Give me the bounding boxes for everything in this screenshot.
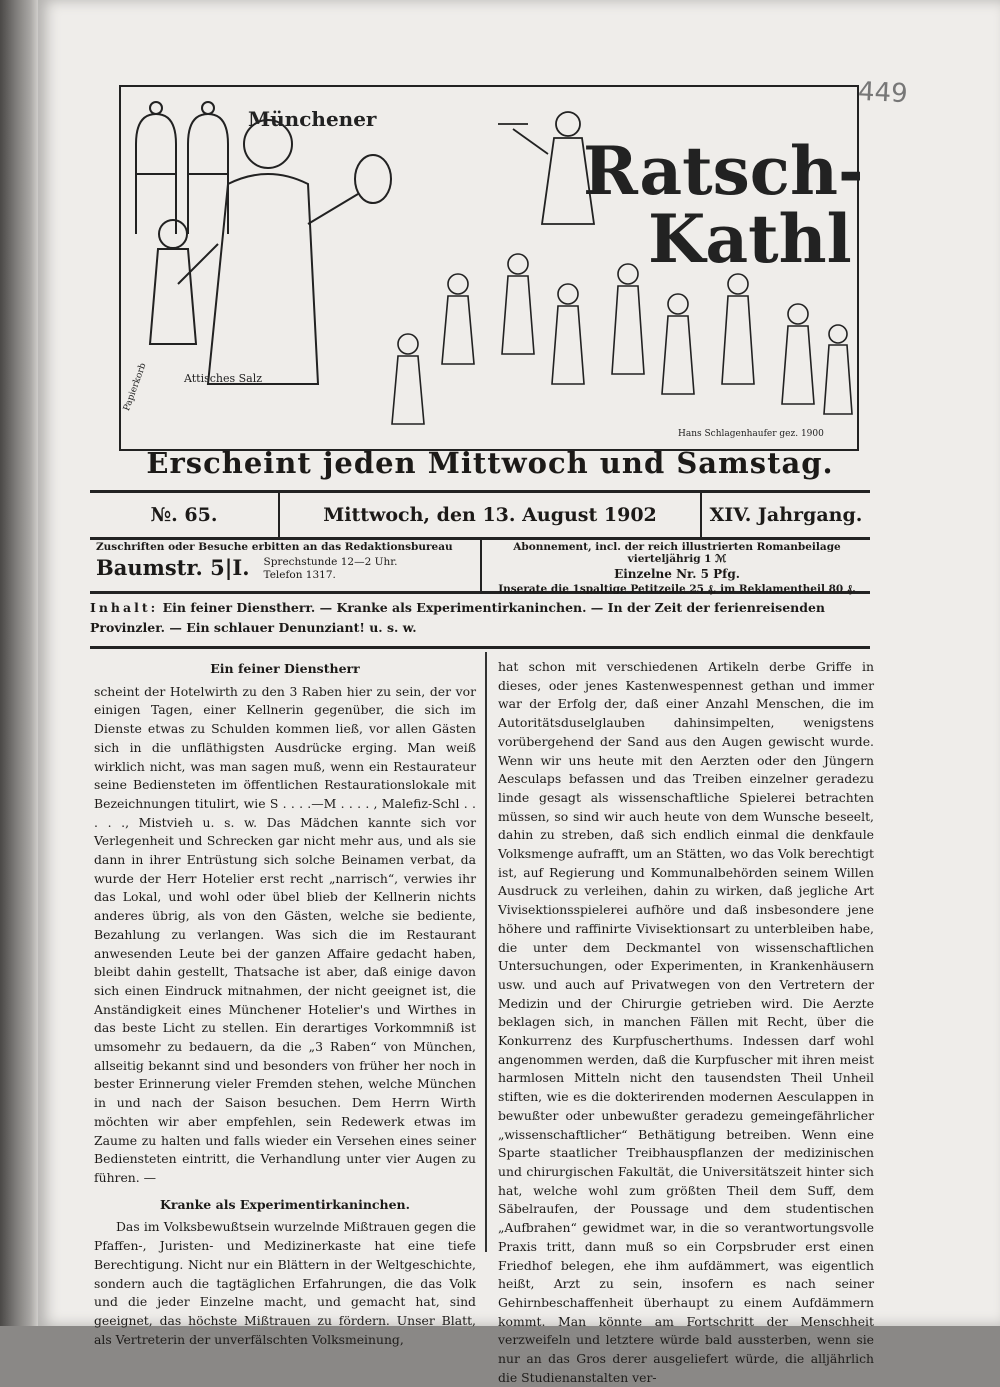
submissions-note: Zuschriften oder Besuche erbitten an das Redaktionsbureau [96,541,453,553]
office-phone: Telefon 1317. [263,569,336,581]
justice-angel-icon [498,112,594,224]
subscription-info [90,537,870,594]
masthead-title-top: Münchener [248,107,377,131]
child-figure-icon [150,220,196,344]
article2-title: Kranke als Experimentirkaninchen. [160,1196,410,1212]
office-address: Baumstr. 5|I. [96,555,250,580]
issue-volume: XIV. Jahrgang. [709,504,863,526]
issue-date: Mittwoch, den 13. August 1902 [280,493,702,537]
table-of-contents [90,598,870,649]
left-column [94,658,476,1349]
frauenkirche-towers-icon [136,102,228,234]
crowd-figures-icon [392,254,852,424]
article2-continued: hat schon mit verschiedenen Artikeln derbe Griffe in dieses, oder jenes Kastenwespennest gethan und immer war der Erfolg der, daß einer Anzahl Menschen, die im Autoritätsduselglauben dahinsimpelten, wenigstens vorübergehend der Sand aus den Augen gewischt wurde. Wenn wir uns heute mit den Aerzten oder den Jüngern Aesculaps befassen und das Treiben einzelner geradezu linde gesagt als wissenschaftliche Spielerei betrachten müssen, so sind wir auch heute von dem Wunsche beseelt, dahin zu streben, daß sich endlich einmal die denkfaule Volksmenge aufrafft, um an Stätten, wo das Volk berechtigt ist, auf Regierung und Kommunalbehörden seinem Willen Ausdruck zu verleihen, dahin zu wirken, daß jegliche Art Vivisektionsspielerei aufhöre und daß insbesondere jene höhere und raffinirte Vivisektionsart zu unterbleiben habe, die unter dem Deckmantel von wissenschaftlichen Untersuchungen, oder Experimenten, in Krankenhäusern usw. und auch auf Privatwegen von den Vertretern der Medizin und der Chirurgie getrieben wird. Die Aerzte beklagen sich, in manchen Fällen mit Recht, über die Konkurrenz des Kurpfuscherthums. Indessen darf wohl angenommen werden, daß die Kurpfuscher mit ihren meist harmlosen Mitteln nicht den tausendsten Theil Unheil stiften, wie es die dokterirenden modernen Aesculappen in bewußter oder unbewußter geradezu gemeingefährlicher „wissenschaftlicher“ Bethätigung betreiben. Wenn eine Sparte staatlicher Treibhauspflanzen der medizinischen und chirurgischen Fakultät, die Universitätszeit hinter sich hat, welche wohl zum größten Theil dem Suff, dem Säbelraufen, der Poussage und dem studentischen „Aufbrahen“ gewidmet war, in die so verantwortungsvolle Praxis tritt, dann muß so ein Corpsbruder erst einen Friedhof belegen, ehe ihm aufdämmert, was eigentlich heißt, Arzt zu sein, insofern es nach seiner Gehirnbeschaffenheit überhaupt zu einem Aufdämmern kommt. Man könnte am Fortschritt der Menschheit verzweifeln und letztere würde bald aussterben, wenn sie nur an das Gros derer ausgeliefert würde, die alljährlich die Studienanstalten ver- [498,659,874,1385]
right-column [498,658,874,1387]
ratsch-kathl-figure-icon [178,120,391,384]
issue-info-bar [90,490,870,540]
article1-body: scheint der Hotelwirth zu den 3 Raben hier zu sein, der vor einigen Tagen, einer Kellnerin gegenüber, die sich im Dienste etwas zu Schulden kommen ließ, vor allen Gästen sich in die unfläthigsten Ausdrücke erging. Man weiß wirklich nicht, was man sagen muß, wenn ein Restaurateur seine Bediensteten im öffentlichen Restaurationslokale mit Bezeichnungen titulirt, wie S . . . .—M . . . . , Malefiz-Schl . . . . ., Mistvieh u. s. w. Das Mädchen kannte sich vor Verlegenheit und Schrecken gar nicht mehr aus, und als sie dann in ihrer Entrüstung sich solche Beinamen verbat, da wurde der Herr Hotelier erst recht „narrisch“, verwies ihr das Lokal, und wohl oder übel blieb der Kellnerin nichts anderes übrig, als von den Gästen, welche sie bediente, Bezahlung zu verlangen. Was sich die im Restaurant anwesenden Leute bei der ganzen Affaire gedacht haben, bleibt dahin gestellt, Thatsache ist aber, daß einige davon sich einen Eindruck mitnahmen, der nicht geeignet ist, die Anständigkeit eines Münchener Hotelier's und Wirthes in das beste Licht zu stellen. Ein derartiges Vorkommniß ist umsomehr zu bedauern, da die „3 Raben“ von München, allseitig bekannt sind und besonders von früher her noch in bester Erinnerung vieler Fremden stehen, welche München in und nach der Saison besuchen. Dem Herrn Wirth möchten wir aber empfehlen, sein Redewerk etwas im Zaume zu halten und falls wieder ein Versehen eines seiner Bediensteten eintritt, die Verhandlung unter vier Augen zu führen. — [94,683,476,1185]
masthead-title-line1: Ratsch- [583,132,860,210]
book-binding-edge [0,0,38,1326]
single-issue-price: Einzelne Nr. 5 Pfg. [614,567,740,581]
contents-text: Ein feiner Dienstherr. — Kranke als Experimentirkaninchen. — In der Zeit der ferienreisenden Provinzler. — Ein schlauer Denunziant! u. s. w. [90,600,826,635]
pricing-info [482,537,870,595]
column-divider [485,652,487,1252]
masthead-drawing [118,84,860,452]
contents-label: Inhalt: [90,600,159,615]
masthead-label-attic-salt: Attisches Salz [184,372,263,385]
page-number: 449 [857,76,909,110]
publication-schedule: Erscheint jeden Mittwoch und Samstag. [146,446,834,480]
masthead-title-line2: Kathl [648,200,852,278]
ad-rates: Inserate die 1spaltige Petitzeile 25 ₰, im Reklamentheil 80 ₰. [498,583,856,595]
abonnement-price: Abonnement, incl. der reich illustrierten Romanbeilage vierteljährig 1 ℳ [513,541,841,565]
issue-number: №. 65. [90,493,280,537]
masthead-artist-signature: Hans Schlagenhaufer gez. 1900 [678,429,824,439]
article2-body: Das im Volksbewußtsein wurzelnde Mißtrauen gegen die Pfaffen-, Juristen- und Medizinerkaste hat eine tiefe Berechtigung. Nicht nur ein Blättern in der Weltgeschichte, sondern auch die tagtäglichen Erfahrungen, die das Volk und die jeder Einzelne macht, und gemacht hat, sind geeignet, das höchste Mißtrauen zu fördern. Unser Blatt, als Vertreterin der unverfälschten Volksmeinung, [94,1219,476,1347]
masthead-illustration [118,84,860,452]
editorial-office-info [90,537,482,591]
article1-title: Ein feiner Dienstherr [210,661,360,676]
office-hours: Sprechstunde 12—2 Uhr. [263,556,398,568]
masthead-label-wastebasket: Papierkorb [122,361,149,413]
